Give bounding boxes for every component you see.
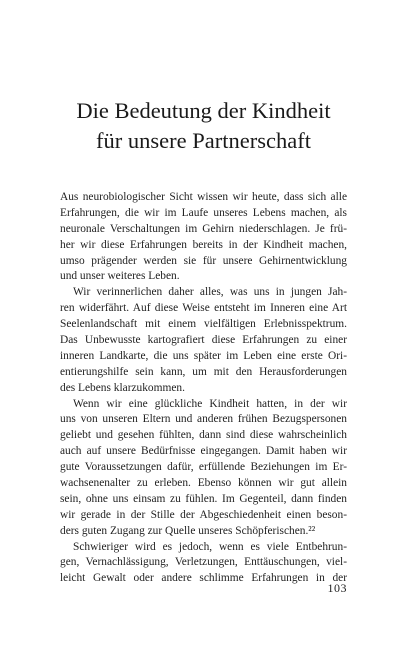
text-line: des Lebens klarzukommen. <box>60 381 185 394</box>
body-text <box>60 190 347 587</box>
page-number: 103 <box>327 581 347 595</box>
text-line: ren widerfährt. Auf diese Weise entsteht im Inneren eine Art <box>60 302 347 315</box>
text-line: geliebt und gesehen fühlten, dann sind diese wahrscheinlich <box>60 429 347 442</box>
text-line: neuronale Verschaltungen im Gehirn niederschlagen. Je frü- <box>60 222 347 235</box>
text-line: Aus neurobiologischer Sicht wissen wir heute, dass sich alle <box>60 191 347 203</box>
text-line: Wenn wir eine glückliche Kindheit hatten, in der wir <box>73 397 347 410</box>
text-line: sein, ohne uns einsam zu fühlen. Im Gegenteil, dann finden <box>60 492 347 505</box>
text-line: ders guten Zugang zur Quelle unseres Schöpferischen.²² <box>60 524 316 537</box>
text-line: wachsenenalter zu erleben. Ebenso können wir gut allein <box>60 477 347 490</box>
text-line: auch auf unsere Bedürfnisse eingegangen. Damit haben wir <box>60 445 347 458</box>
text-line: entierungshilfe sein kann, um mit den Herausforderungen <box>60 365 347 378</box>
chapter-title-line-1: Die Bedeutung der Kindheit <box>76 98 331 123</box>
text-line: gute Voraussetzungen dafür, erfüllende Beziehungen im Er- <box>60 461 347 474</box>
chapter-title <box>30 96 377 156</box>
text-line: Wir verinnerlichen daher alles, was uns in jungen Jah- <box>73 286 347 299</box>
text-line: her wir diese Erfahrungen bereits in der Kindheit machen, <box>60 238 347 251</box>
text-line: wir gerade in der Stille der Abgeschiedenheit einen beson- <box>60 508 347 521</box>
text-line: gen, Vernachlässigung, Verletzungen, Enttäuschungen, viel- <box>60 556 347 569</box>
text-line: umso prägender werden sie für unsere Gehirnentwicklung <box>60 254 347 267</box>
chapter-title-line-2: für unsere Partnerschaft <box>96 128 311 153</box>
text-line: Schwieriger wird es jedoch, wenn es viele Entbehrun- <box>73 540 347 553</box>
text-line: inneren Landkarte, die uns später im Leben eine erste Ori- <box>60 349 347 362</box>
text-line: uns von unseren Eltern und anderen frühen Bezugspersonen <box>60 413 347 426</box>
text-line: Erfahrungen, die wir im Laufe unseres Lebens machen, als <box>60 206 347 219</box>
text-line: und unser weiteres Leben. <box>60 270 180 283</box>
text-line: leicht Gewalt oder andere schlimme Erfahrungen in der <box>60 572 347 585</box>
text-line: Seelenlandschaft mit einem vielfältigen Erlebnisspektrum. <box>60 318 347 331</box>
text-line: Das Unbewusste kartografiert diese Erfahrungen zu einer <box>60 334 347 347</box>
